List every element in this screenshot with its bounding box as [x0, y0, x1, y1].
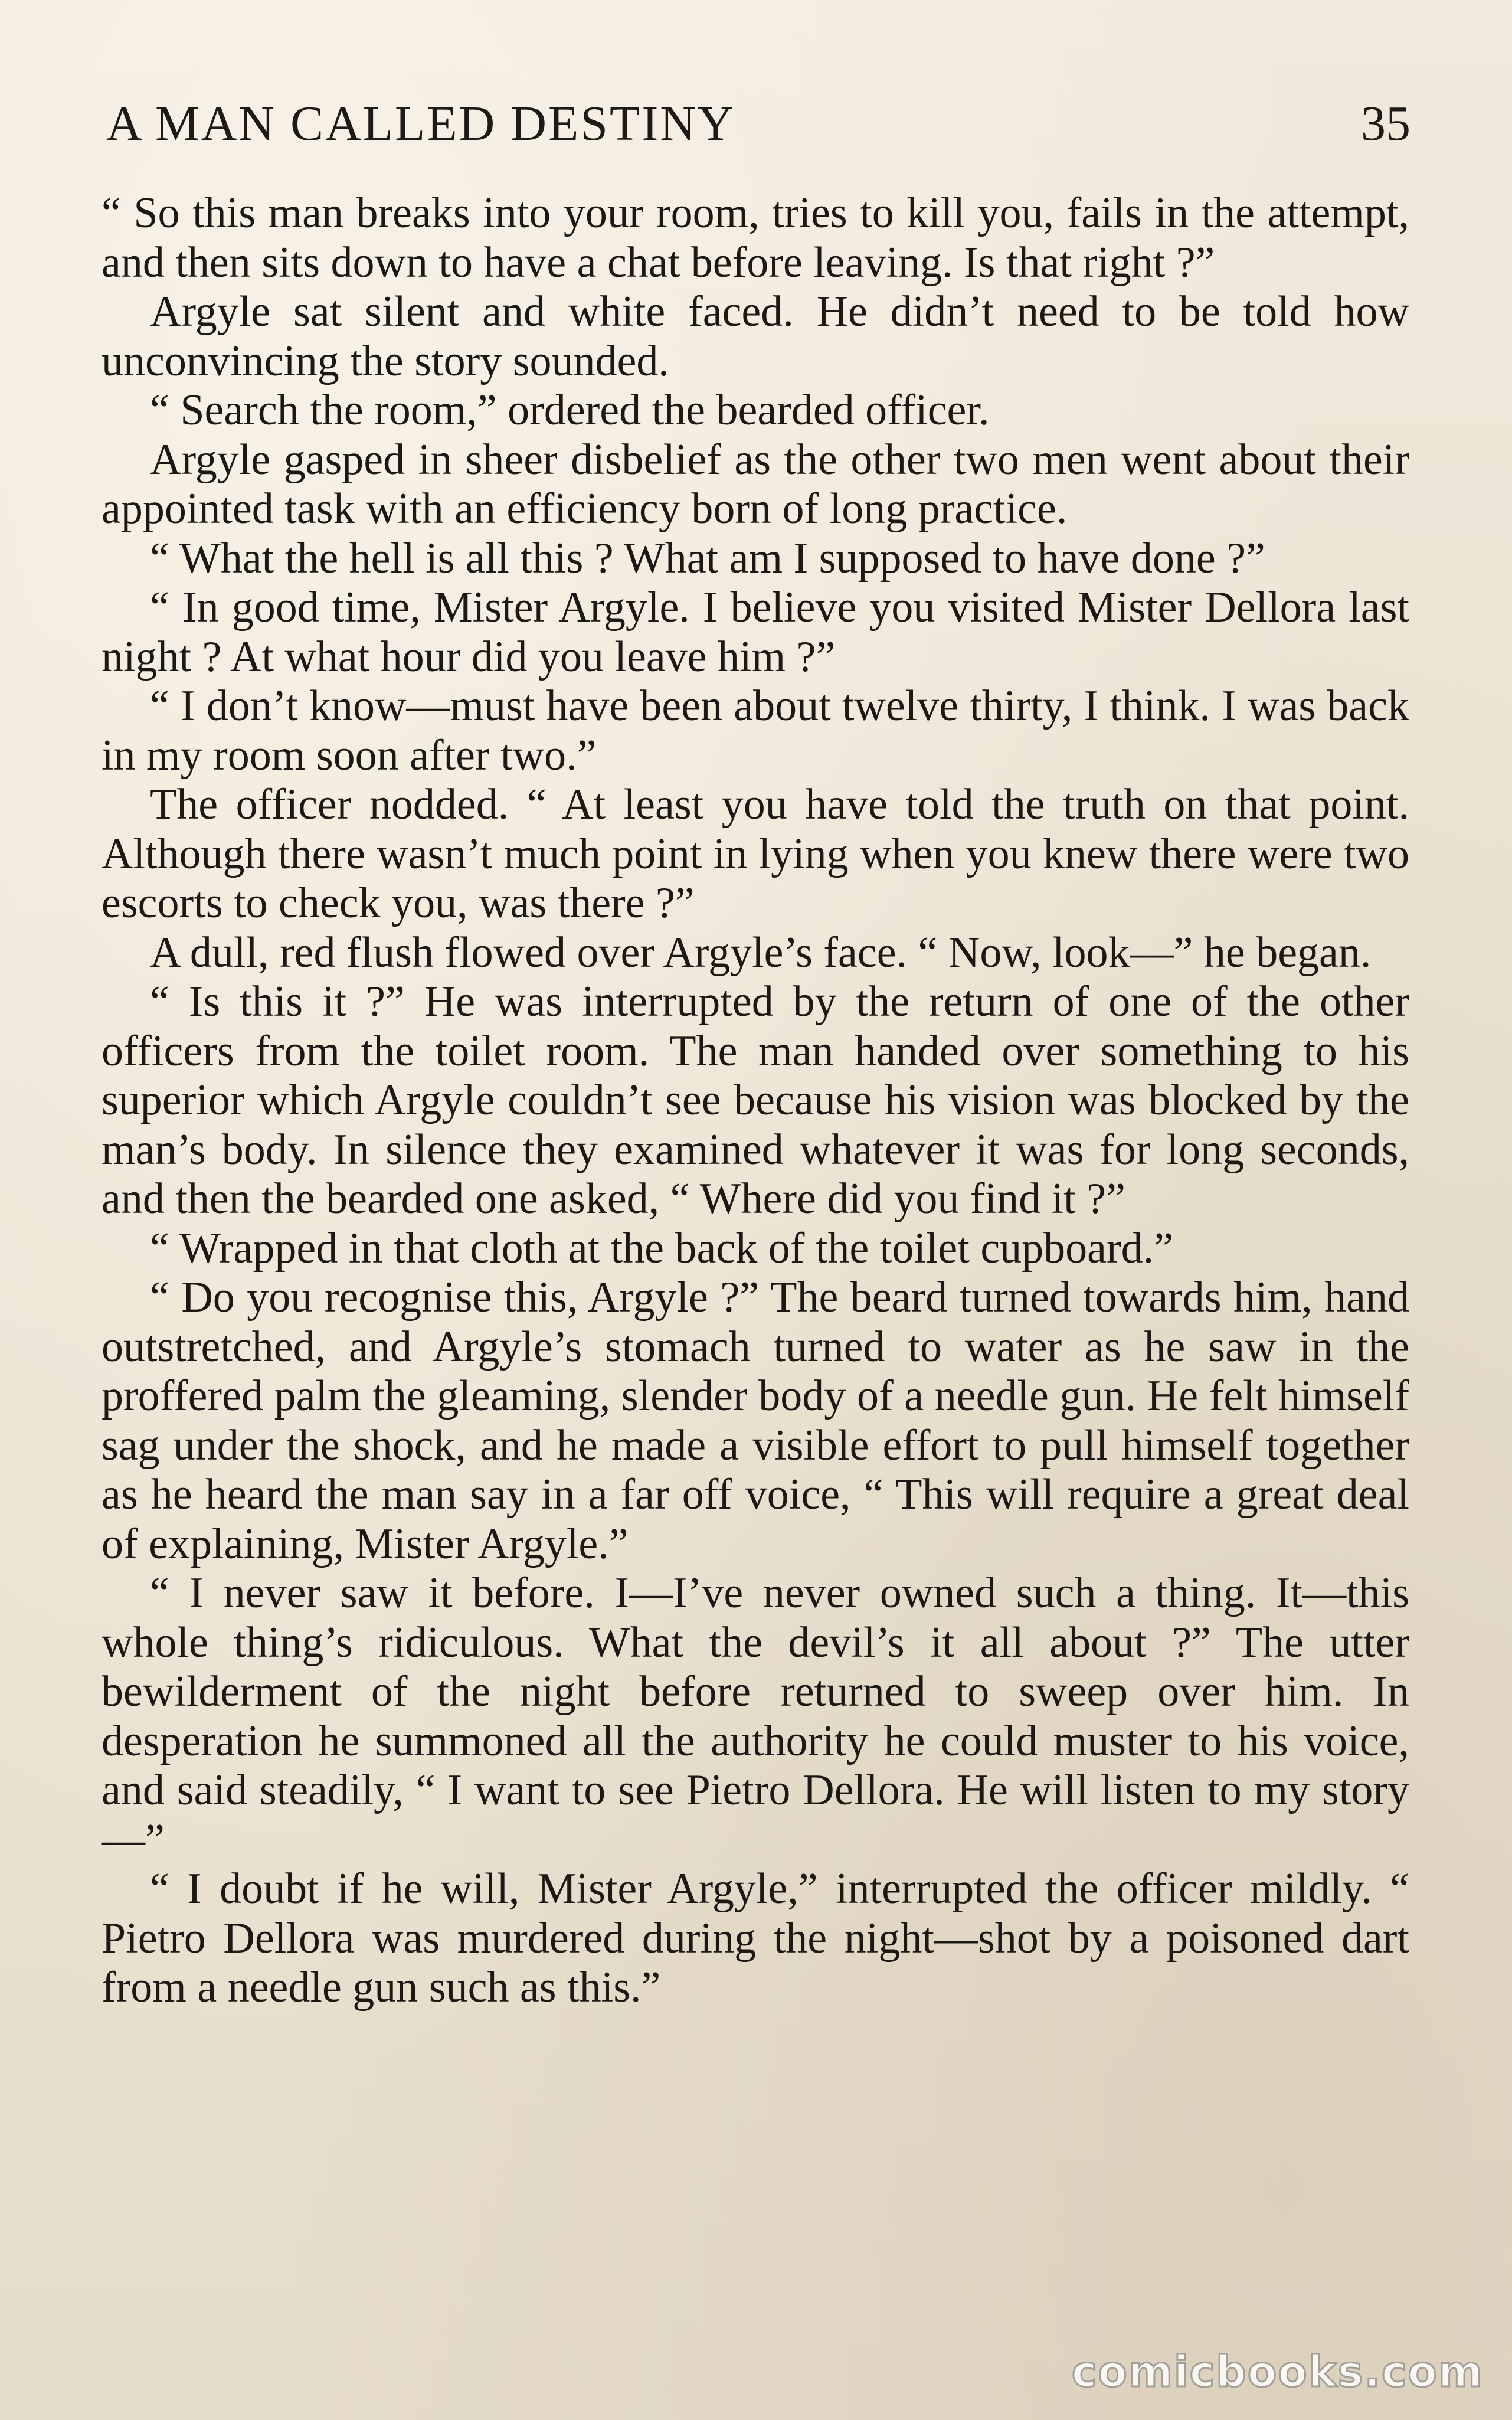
paragraph: A dull, red flush flowed over Argyle’s face. “ Now, look—” he began. — [150, 928, 1372, 977]
body-text — [102, 189, 1409, 2013]
paragraph: “ I doubt if he will, Mister Argyle,” interrupted the officer mildly. “ Pietro Dellora was murdered during the night—shot by a poisoned dart from a needle gun such as this.” — [102, 1865, 1409, 2012]
paragraph: “ Is this it ?” He was interrupted by the return of one of the other officers from the toilet room. The man handed over something to his superior which Argyle couldn’t see because his vision was blocked by the man’s body. In silence they examined whatever it was for long seconds, and then the bearded one asked, “ Where did you find it ?” — [102, 977, 1409, 1223]
paragraph: “ I never saw it before. I—I’ve never owned such a thing. It—this whole thing’s ridiculous. What the devil’s it all about ?” The utter bewilderment of the night before returned to sweep over him. In desperation he summoned all the authority he could muster to his voice, and said steadily, “ I want to see Pietro Dellora. He will listen to my story—” — [102, 1569, 1409, 1864]
page-header — [106, 89, 1410, 159]
paragraph: “ Wrapped in that cloth at the back of the toilet cupboard.” — [150, 1224, 1174, 1273]
paragraph: “ In good time, Mister Argyle. I believe you visited Mister Dellora last night ? At what hour did you leave him ?” — [102, 583, 1409, 681]
paragraph: “ I don’t know—must have been about twelve thirty, I think. I was back in my room soon after two.” — [102, 682, 1409, 780]
paragraph: Argyle sat silent and white faced. He didn’t need to be told how unconvincing the story sounded. — [102, 287, 1409, 385]
paragraph: “ So this man breaks into your room, tries to kill you, fails in the attempt, and then sits down to have a chat before leaving. Is that right ?” — [102, 189, 1409, 287]
source-watermark: comicbooks.com — [1071, 2347, 1484, 2396]
paragraph: The officer nodded. “ At least you have told the truth on that point. Although there wasn’t much point in lying when you knew there were two escorts to check you, was there ?” — [102, 780, 1409, 927]
running-title: A MAN CALLED DESTINY — [106, 96, 735, 151]
paragraph: “ Do you recognise this, Argyle ?” The beard turned towards him, hand outstretched, and Argyle’s stomach turned to water as he saw in the proffered palm the gleaming, slender body of a needle gun. He felt himself sag under the shock, and he made a visible effort to pull himself together as he heard the man say in a far off voice, “ This will require a great deal of explaining, Mister Argyle.” — [102, 1273, 1409, 1568]
paragraph: “ What the hell is all this ? What am I supposed to have done ?” — [150, 534, 1265, 583]
page-number: 35 — [1361, 96, 1410, 151]
paragraph: “ Search the room,” ordered the bearded officer. — [150, 386, 990, 434]
paragraph: Argyle gasped in sheer disbelief as the other two men went about their appointed task with an efficiency born of long practice. — [102, 435, 1409, 533]
